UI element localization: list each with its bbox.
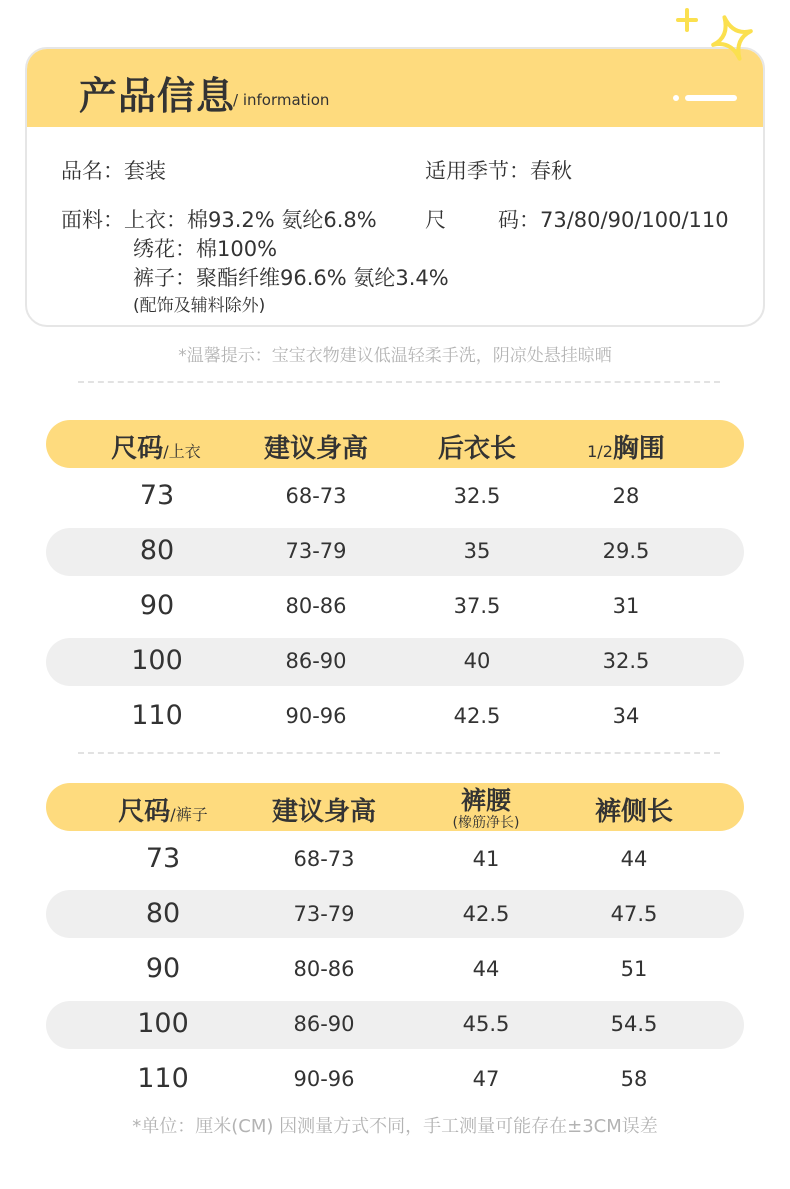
table-cell-size: 80 <box>139 535 175 566</box>
table-cell-waist: 41 <box>472 847 500 871</box>
info-subtitle: / information <box>233 91 330 109</box>
table-cell-height: 73-79 <box>293 902 355 926</box>
product-name-value: 套装 <box>124 159 166 183</box>
table-cell-height: 80-86 <box>285 594 347 618</box>
fabric-embroidery: 绣花：棉100% <box>133 237 278 261</box>
top-header-chest <box>587 428 665 465</box>
table-cell-side: 58 <box>620 1067 648 1091</box>
table-cell-waist: 42.5 <box>462 902 510 926</box>
table-cell-height: 80-86 <box>293 957 355 981</box>
table-cell-length: 32.5 <box>453 484 501 508</box>
size-range-label-2: 码： <box>498 208 540 232</box>
divider-2 <box>78 752 720 754</box>
unit-note: *单位：厘米(CM) 因测量方式不同，手工测量可能存在±3CM误差 <box>132 1116 658 1137</box>
table-cell-length: 35 <box>463 539 491 563</box>
product-info-card <box>25 47 765 327</box>
table-cell-height: 86-90 <box>285 649 347 673</box>
pants-header-waist-note: (橡筋净长) <box>452 815 520 831</box>
table-cell-height: 73-79 <box>285 539 347 563</box>
product-name-label: 品名： <box>61 159 124 183</box>
pants-header-size-sub: /裤子 <box>170 805 208 824</box>
season-value: 春秋 <box>530 159 572 183</box>
season-row <box>425 155 572 185</box>
info-card-header <box>27 49 763 127</box>
fabric-label: 面料： <box>61 208 124 232</box>
table-cell-side: 51 <box>620 957 648 981</box>
top-header-chest-label: 胸围 <box>612 434 665 464</box>
divider-1 <box>78 381 720 383</box>
top-header-size-label: 尺码 <box>111 434 164 464</box>
fabric-note: (配饰及辅料除外) <box>133 296 266 316</box>
top-header-length: 后衣长 <box>437 434 517 464</box>
size-range-label-1: 尺 <box>425 208 446 232</box>
pants-header-side: 裤侧长 <box>594 797 674 827</box>
table-cell-size: 100 <box>131 645 183 676</box>
pants-header-height: 建议身高 <box>271 797 377 827</box>
table-cell-size: 90 <box>139 590 175 621</box>
header-dot-decoration <box>673 95 679 101</box>
table-cell-size: 73 <box>139 480 175 511</box>
fabric-pants: 裤子：聚酯纤维96.6% 氨纶3.4% <box>133 266 449 290</box>
size-range-row <box>498 204 729 234</box>
fabric-row <box>61 204 377 234</box>
table-cell-waist: 47 <box>472 1067 500 1091</box>
table-cell-size: 110 <box>137 1063 189 1094</box>
table-cell-size: 100 <box>137 1008 189 1039</box>
size-range-value: 73/80/90/100/110 <box>540 208 729 232</box>
table-cell-waist: 45.5 <box>462 1012 510 1036</box>
sparkle-decoration <box>672 6 762 76</box>
table-cell-length: 37.5 <box>453 594 501 618</box>
table-cell-side: 54.5 <box>610 1012 658 1036</box>
pants-header-size-label: 尺码 <box>118 797 171 827</box>
pants-header-waist: 裤腰 <box>460 786 512 815</box>
fabric-top: 上衣：棉93.2% 氨纶6.8% <box>124 208 377 232</box>
header-bar-decoration <box>685 95 737 101</box>
top-table-header <box>46 420 744 468</box>
table-cell-side: 47.5 <box>610 902 658 926</box>
top-header-size-sub: /上衣 <box>163 442 201 461</box>
table-cell-height: 90-96 <box>293 1067 355 1091</box>
table-cell-size: 110 <box>131 700 183 731</box>
table-cell-size: 80 <box>145 898 181 929</box>
table-cell-height: 68-73 <box>293 847 355 871</box>
top-header-height: 建议身高 <box>263 434 369 464</box>
table-cell-size: 73 <box>145 843 181 874</box>
season-label: 适用季节： <box>425 159 530 183</box>
table-cell-chest: 28 <box>612 484 640 508</box>
pants-header-size <box>118 791 207 828</box>
table-cell-chest: 34 <box>612 704 640 728</box>
top-header-size <box>111 428 200 465</box>
top-header-chest-prefix: 1/2 <box>587 442 613 461</box>
table-cell-height: 68-73 <box>285 484 347 508</box>
table-cell-chest: 29.5 <box>602 539 650 563</box>
table-cell-length: 42.5 <box>453 704 501 728</box>
care-tip: *温馨提示：宝宝衣物建议低温轻柔手洗，阴凉处悬挂晾晒 <box>178 346 612 366</box>
table-cell-chest: 32.5 <box>602 649 650 673</box>
table-cell-height: 86-90 <box>293 1012 355 1036</box>
table-cell-size: 90 <box>145 953 181 984</box>
table-cell-length: 40 <box>463 649 491 673</box>
table-cell-chest: 31 <box>612 594 640 618</box>
table-cell-side: 44 <box>620 847 648 871</box>
info-title: 产品信息 <box>79 74 236 118</box>
table-cell-waist: 44 <box>472 957 500 981</box>
product-name-row <box>61 155 166 185</box>
pants-table-header <box>46 783 744 831</box>
table-cell-height: 90-96 <box>285 704 347 728</box>
